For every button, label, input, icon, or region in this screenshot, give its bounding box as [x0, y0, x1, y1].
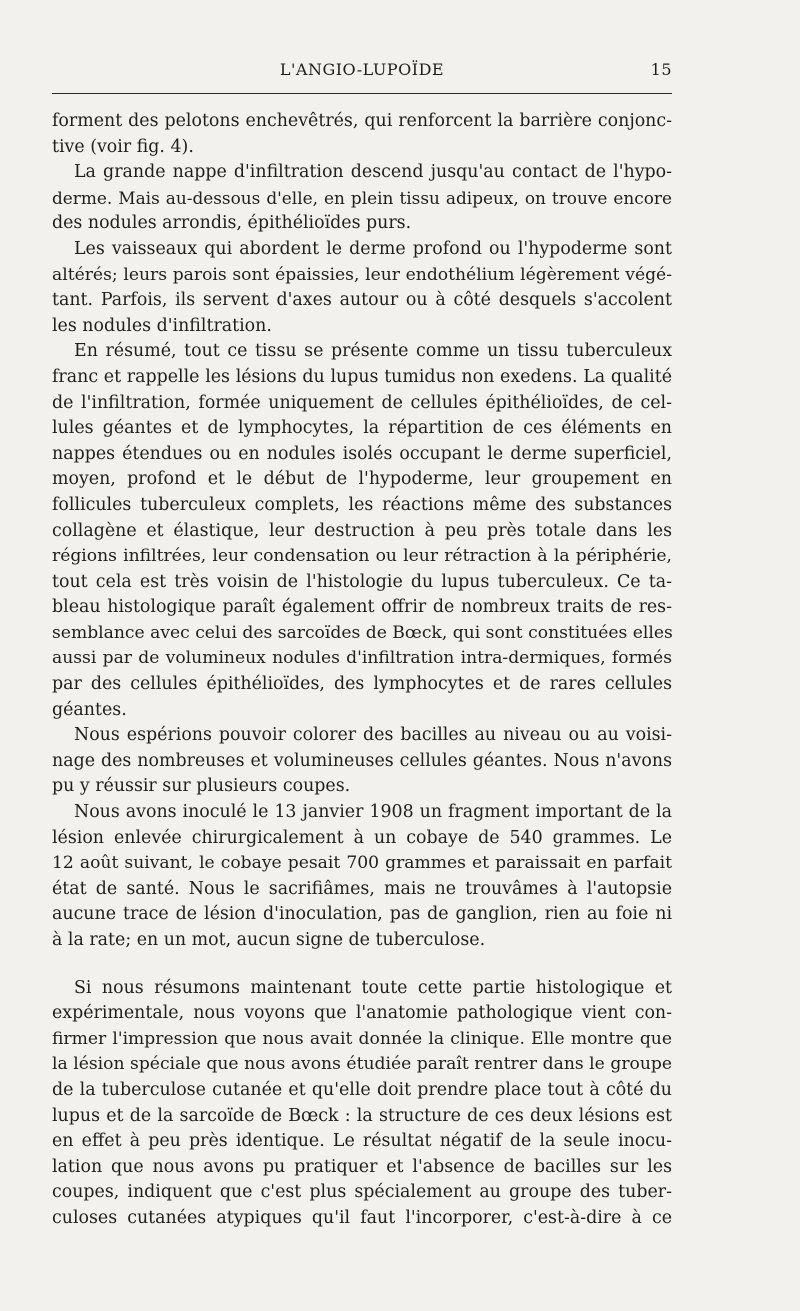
text-line: firmer l'impression que nous avait donnée la clinique. Elle montre que [52, 1028, 672, 1049]
text-line: tive (voir fig. 4). [52, 136, 194, 157]
text-line: La grande nappe d'infiltration descend jusqu'au contact de l'hypo- [74, 162, 672, 183]
text-line: état de santé. Nous le sacrifiâmes, mais ne trouvâmes à l'autopsie [52, 878, 672, 899]
book-page [52, 48, 672, 1248]
text-line: 12 août suivant, le cobaye pesait 700 grammes et paraissait en parfait [52, 853, 672, 874]
header-rule [52, 93, 672, 94]
text-line: collagène et élastique, leur destruction à peu près totale dans les [52, 520, 672, 541]
text-line: régions infiltrées, leur condensation ou leur rétraction à la périphérie, [52, 546, 672, 567]
text-line: de la tuberculose cutanée et qu'elle doit prendre place tout à côté du [52, 1079, 672, 1100]
text-line: lation que nous avons pu pratiquer et l'absence de bacilles sur les [52, 1156, 672, 1177]
text-line: par des cellules épithélioïdes, des lymphocytes et de rares cellules [52, 674, 672, 695]
text-line: franc et rappelle les lésions du lupus tumidus non exedens. La qualité [52, 366, 672, 387]
text-line: derme. Mais au-dessous d'elle, en plein tissu adipeux, on trouve encore [52, 187, 672, 208]
running-header [52, 48, 672, 88]
text-line: lupus et de la sarcoïde de Bœck : la structure de ces deux lésions est [52, 1105, 672, 1126]
text-line: lésion enlevée chirurgicalement à un cobaye de 540 grammes. Le [52, 827, 672, 848]
text-line: moyen, profond et le début de l'hypoderme, leur groupement en [52, 469, 672, 490]
running-title: L'ANGIO-LUPOÏDE [279, 60, 445, 79]
text-line: de l'infiltration, formée uniquement de cellules épithélioïdes, de cel- [52, 392, 672, 413]
text-line: forment des pelotons enchevêtrés, qui renforcent la barrière conjonc- [52, 111, 672, 131]
text-line: bleau histologique paraît également offrir de nombreux traits de res- [52, 597, 672, 618]
text-line: expérimentale, nous voyons que l'anatomie pathologique vient con- [52, 1003, 672, 1024]
text-line: follicules tuberculeux complets, les réactions même des substances [52, 494, 672, 515]
text-line: en effet à peu près identique. Le résultat négatif de la seule inocu- [52, 1131, 672, 1152]
text-line: lules géantes et de lymphocytes, la répartition de ces éléments en [52, 418, 672, 439]
text-line: culoses cutanées atypiques qu'il faut l'incorporer, c'est-à-dire à ce [52, 1207, 672, 1228]
body-text [52, 109, 672, 1232]
text-line: à la rate; en un mot, aucun signe de tuberculose. [52, 930, 486, 950]
text-line: nage des nombreuses et volumineuses cellules géantes. Nous n'avons [52, 750, 672, 771]
text-line: En résumé, tout ce tissu se présente comme un tissu tuberculeux [74, 341, 672, 362]
text-line: Si nous résumons maintenant toute cette partie histologique et [74, 977, 672, 998]
text-line: géantes. [52, 699, 127, 720]
page-number: 15 [650, 60, 672, 79]
text-line: semblance avec celui des sarcoïdes de Bœck, qui sont constituées elles [52, 622, 673, 643]
text-line: Nous avons inoculé le 13 janvier 1908 un fragment important de la [74, 802, 672, 823]
paragraph-gap [52, 954, 672, 976]
text-line: Nous espérions pouvoir colorer des bacilles au niveau ou au voisi- [74, 725, 672, 746]
text-line: aucune trace de lésion d'inoculation, pas de ganglion, rien au foie ni [52, 904, 672, 925]
text-line: altérés; leurs parois sont épaissies, leur endothélium légèrement végé- [52, 264, 672, 285]
text-line: nappes étendues ou en nodules isolés occupant le derme superficiel, [52, 443, 672, 464]
text-line: Les vaisseaux qui abordent le derme profond ou l'hypoderme sont [74, 238, 672, 259]
text-line: la lésion spéciale que nous avons étudiée paraît rentrer dans le groupe [52, 1054, 672, 1075]
text-line: tant. Parfois, ils servent d'axes autour ou à côté desquels s'accolent [52, 290, 672, 311]
text-line: des nodules arrondis, épithélioïdes purs. [52, 213, 412, 234]
text-line: coupes, indiquent que c'est plus spécialement au groupe des tuber- [52, 1182, 672, 1203]
text-line: les nodules d'infiltration. [52, 315, 272, 336]
text-line: pu y réussir sur plusieurs coupes. [52, 776, 351, 797]
text-line: aussi par de volumineux nodules d'infiltration intra-dermiques, formés [52, 648, 672, 669]
text-line: tout cela est très voisin de l'histologie du lupus tuberculeux. Ce ta- [52, 571, 672, 592]
